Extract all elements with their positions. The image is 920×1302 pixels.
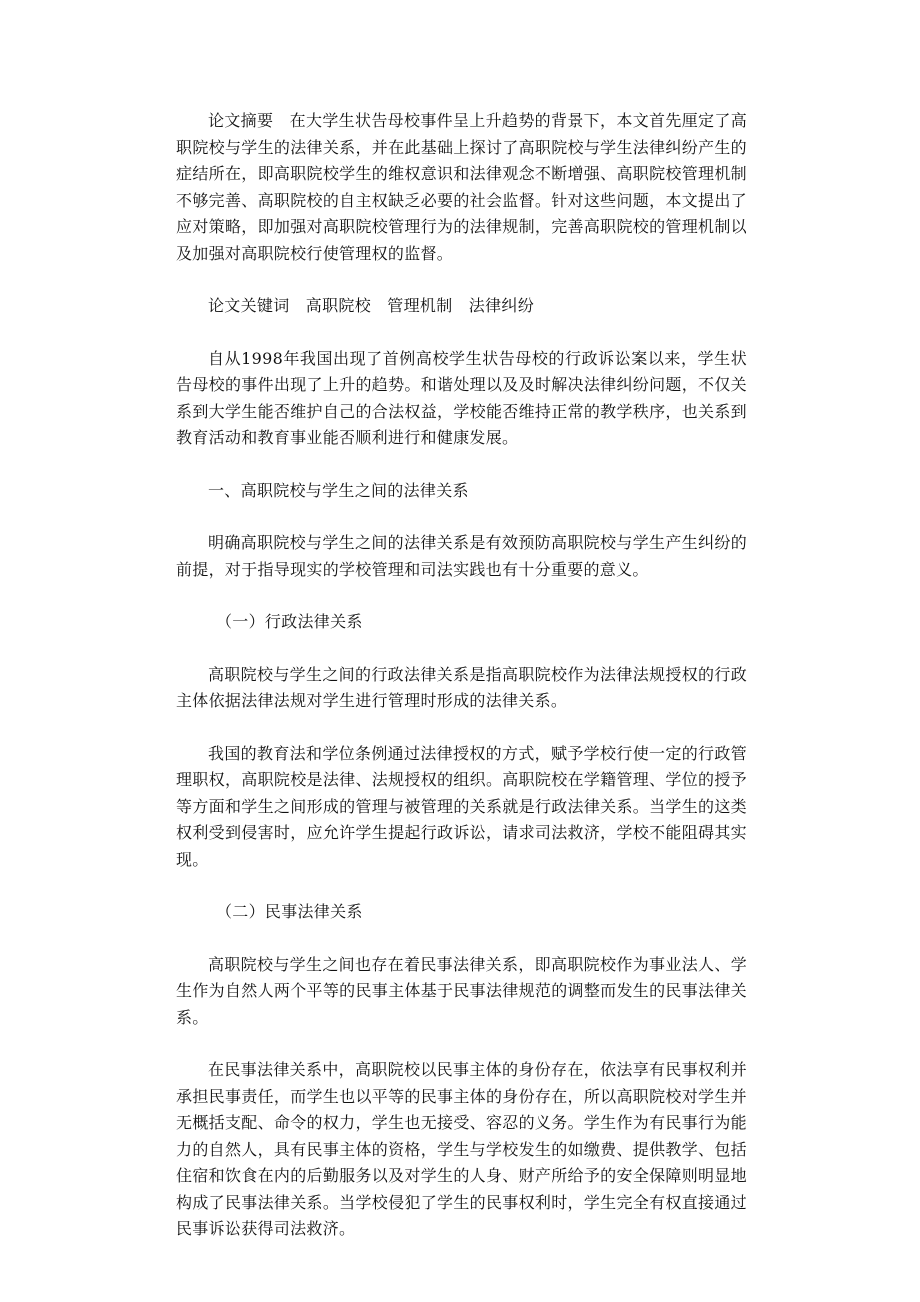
paragraph-gap <box>176 715 747 741</box>
subsection-heading-1: （一）行政法律关系 <box>216 612 363 631</box>
document-body <box>176 108 747 1243</box>
keywords-paragraph: 论文关键词 高职院校 管理机制 法律纠纷 <box>208 296 535 315</box>
sub1-paragraph-2: 我国的教育法和学位条例通过法律授权的方式，赋予学校行使一定的行政管理职权，高职院校是法律、法规授权的组织。高职院校在学籍管理、学位的授予等方面和学生之间形成的管理与被管理的关系就是行政法律关系。当学生的这类权利受到侵害时，应允许学生提起行政诉讼，请求司法救济，学校不能阻碍其实现。 <box>176 743 747 869</box>
subsection-heading-2: （二）民事法律关系 <box>216 902 363 921</box>
sub2-paragraph-2: 在民事法律关系中，高职院校以民事主体的身份存在，依法享有民事权利并承担民事责任，而学生也以平等的民事主体的身份存在，所以高职院校对学生并无概括支配、命令的权力，学生也无接受、容忍的义务。学生作为有民事行为能力的自然人，具有民事主体的资格，学生与学校发生的如缴费、提供教学、包括住宿和饮食在内的后勤服务以及对学生的人身、财产所给予的安全保障则明显地构成了民事法律关系。当学校侵犯了学生的民事权利时，学生完全有权直接通过民事诉讼获得司法救济。 <box>176 1060 747 1238</box>
paragraph-gap <box>176 926 747 952</box>
intro-paragraph: 自从1998年我国出现了首例高校学生状告母校的行政诉讼案以来，学生状告母校的事件出现了上升的趋势。和谐处理以及及时解决法律纠纷问题，不仅关系到大学生能否维护自己的合法权益，学校能否维持正常的教学秩序，也关系到教育活动和教育事业能否顺利进行和健康发展。 <box>176 348 747 447</box>
paragraph-gap <box>176 320 747 346</box>
section1-intro-paragraph: 明确高职院校与学生之间的法律关系是有效预防高职院校与学生产生纠纷的前提，对于指导现实的学校管理和司法实践也有十分重要的意义。 <box>176 533 747 579</box>
paragraph-gap <box>176 504 747 530</box>
paragraph-gap <box>176 583 747 609</box>
paragraph-gap <box>176 452 747 478</box>
sub1-paragraph-1: 高职院校与学生之间的行政法律关系是指高职院校作为法律法规授权的行政主体依据法律法规对学生进行管理时形成的法律关系。 <box>176 664 747 710</box>
sub2-paragraph-1: 高职院校与学生之间也存在着民事法律关系，即高职院校作为事业法人、学生作为自然人两个平等的民事主体基于民事法律规范的调整而发生的民事法律关系。 <box>176 954 747 1027</box>
paragraph-gap <box>176 636 747 662</box>
section-heading-1: 一、高职院校与学生之间的法律关系 <box>208 480 469 500</box>
paragraph-gap <box>176 267 747 293</box>
paragraph-gap <box>176 873 747 899</box>
paragraph-gap <box>176 1031 747 1057</box>
abstract-paragraph: 论文摘要 在大学生状告母校事件呈上升趋势的背景下，本文首先厘定了高职院校与学生的法律关系，并在此基础上探讨了高职院校与学生法律纠纷产生的症结所在，即高职院校学生的维权意识和法律观念不断增强、高职院校管理机制不够完善、高职院校的自主权缺乏必要的社会监督。针对这些问题，本文提出了应对策略，即加强对高职院校管理行为的法律规制，完善高职院校的管理机制以及加强对高职院校行使管理权的监督。 <box>176 111 747 263</box>
